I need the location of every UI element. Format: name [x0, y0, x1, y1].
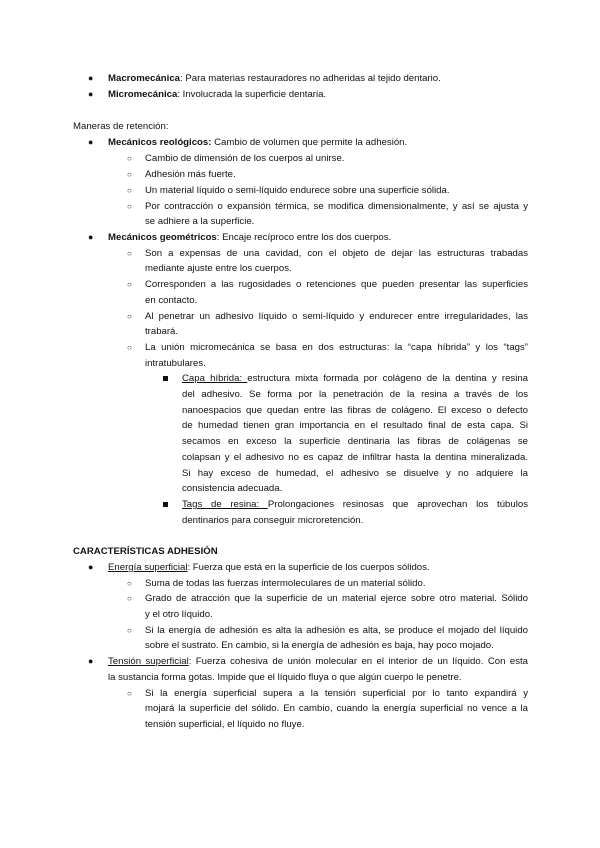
- circle-bullet-icon: ○: [127, 312, 132, 321]
- capa-hibrida-cont: consistencia adecuada.: [182, 483, 283, 494]
- square-bullet-icon: [163, 376, 168, 381]
- circle-bullet-icon: ○: [127, 280, 132, 289]
- list-item: Corresponden a las rugosidades o retenciones que pueden presentar las superficies: [145, 279, 528, 290]
- micromecanica-line: [108, 87, 326, 103]
- list-item-cont: y el otro líquido.: [145, 609, 213, 620]
- retencion-heading: Maneras de retención:: [73, 121, 169, 132]
- circle-bullet-icon: ○: [127, 202, 132, 211]
- term: Mecánicos reológicos:: [108, 137, 212, 148]
- list-item-cont: mediante ajuste entre los cuerpos.: [145, 263, 292, 274]
- circle-bullet-icon: ○: [127, 689, 132, 698]
- list-item: Por contracción o expansión térmica, se modifica dimensionalmente, y así se ajusta y: [145, 201, 528, 212]
- circle-bullet-icon: ○: [127, 579, 132, 588]
- list-item-cont: se adhiere a la superficie.: [145, 216, 255, 227]
- list-item-cont: mojará la superficie del sólido. En cambio, cuando la energía superficial no vence a la: [145, 703, 528, 714]
- term: Mecánicos geométricos: [108, 232, 217, 243]
- caracteristicas-heading: CARACTERÍSTICAS ADHESIÓN: [73, 546, 218, 557]
- circle-bullet-icon: ○: [127, 170, 132, 179]
- term: Capa híbrida:: [182, 373, 248, 384]
- bullet-icon: ●: [88, 89, 94, 99]
- square-bullet-icon: [163, 502, 168, 507]
- capa-hibrida-cont: colapsan y el adhesivo no es capaz de infiltrar hasta la dentina mineralizada.: [182, 452, 528, 463]
- capa-hibrida-cont: de humedad tienen gran importancia en el resultado final de esta capa. Si: [182, 420, 528, 431]
- circle-bullet-icon: ○: [127, 594, 132, 603]
- definition: : Fuerza que está en la superficie de los cuerpos sólidos.: [187, 562, 430, 573]
- definition: : Encaje recíproco entre los dos cuerpos.: [216, 232, 392, 243]
- list-item-cont: en contacto.: [145, 295, 198, 306]
- circle-bullet-icon: ○: [127, 154, 132, 163]
- definition: Prolongaciones resinosas que aprovechan los túbulos: [267, 499, 528, 510]
- list-item: Al penetrar un adhesivo líquido o semi-líquido y endurecer entre irregularidades, las: [145, 311, 528, 322]
- bullet-icon: ●: [88, 656, 94, 666]
- capa-hibrida-line: [182, 371, 528, 387]
- definition: Cambio de volumen que permite la adhesión.: [211, 137, 408, 148]
- definition: : Involucrada la superficie dentaria.: [177, 89, 327, 100]
- reologicos-line: [108, 135, 407, 151]
- list-item-cont: intratubulares.: [145, 358, 206, 369]
- term: Macromecánica: [108, 73, 180, 84]
- tags-resina-cont: dentinarios para conseguir microretención.: [182, 515, 364, 526]
- list-item: Si la energía superficial supera a la tensión superficial por lo tanto expandirá y: [145, 688, 528, 699]
- list-item: Si la energía de adhesión es alta la adhesión es alta, se produce el mojado del líquido: [145, 625, 528, 636]
- definition: estructura mixta formada por colágeno de la dentina y resina: [247, 373, 529, 384]
- macromecanica-line: [108, 71, 441, 87]
- geometricos-line: [108, 230, 391, 246]
- circle-bullet-icon: ○: [127, 249, 132, 258]
- term: Tensión superficial: [108, 656, 189, 667]
- tags-resina-line: [182, 497, 528, 513]
- term: Tags de resina:: [182, 499, 268, 510]
- list-item: Cambio de dimensión de los cuerpos al unirse.: [145, 153, 345, 164]
- capa-hibrida-cont: secamos en exceso la superficie dentinaria las fibras de colágenas se: [182, 436, 528, 447]
- list-item: Suma de todas las fuerzas intermoleculares de un material sólido.: [145, 578, 426, 589]
- term: Micromecánica: [108, 89, 178, 100]
- circle-bullet-icon: ○: [127, 186, 132, 195]
- capa-hibrida-cont: del adhesivo. Se forma por la penetración de la resina a través de los: [182, 389, 528, 400]
- list-item-cont: tensión superficial, el líquido no fluye.: [145, 719, 305, 730]
- term: Energía superficial: [108, 562, 188, 573]
- capa-hibrida-cont: Si hay exceso de humedad, el adhesivo se disuelve y no adquiere la: [182, 468, 528, 479]
- tension-line: [108, 654, 528, 670]
- list-item: Grado de atracción que la superficie de un material ejerce sobre otro material. Sólido: [145, 593, 528, 604]
- bullet-icon: ●: [88, 73, 94, 83]
- list-item-cont: sobre el sustrato. En cambio, si la energía de adhesión es baja, hay poco mojado.: [145, 640, 494, 651]
- circle-bullet-icon: ○: [127, 343, 132, 352]
- definition: : Fuerza cohesiva de unión molecular en el interior de un líquido. Con esta: [188, 656, 528, 667]
- list-item: Son a expensas de una cavidad, con el objeto de dejar las estructuras trabadas: [145, 248, 528, 259]
- list-item: La unión micromecánica se basa en dos estructuras: la “capa híbrida” y los “tags”: [145, 342, 528, 353]
- energia-line: [108, 560, 430, 576]
- list-item-cont: trabará.: [145, 326, 179, 337]
- list-item: Un material líquido o semi-líquido endurece sobre una superficie sólida.: [145, 185, 450, 196]
- bullet-icon: ●: [88, 137, 94, 147]
- circle-bullet-icon: ○: [127, 626, 132, 635]
- capa-hibrida-cont: nanoespacios que quedan entre las fibras de colágeno. El exceso o defecto: [182, 405, 528, 416]
- definition: : Para materias restauradores no adheridas al tejido dentario.: [180, 73, 441, 84]
- tension-cont: la sustancia forma gotas. Impide que el líquido fluya o que algún cuerpo le penetre.: [108, 672, 462, 683]
- bullet-icon: ●: [88, 232, 94, 242]
- list-item: Adhesión más fuerte.: [145, 169, 236, 180]
- bullet-icon: ●: [88, 562, 94, 572]
